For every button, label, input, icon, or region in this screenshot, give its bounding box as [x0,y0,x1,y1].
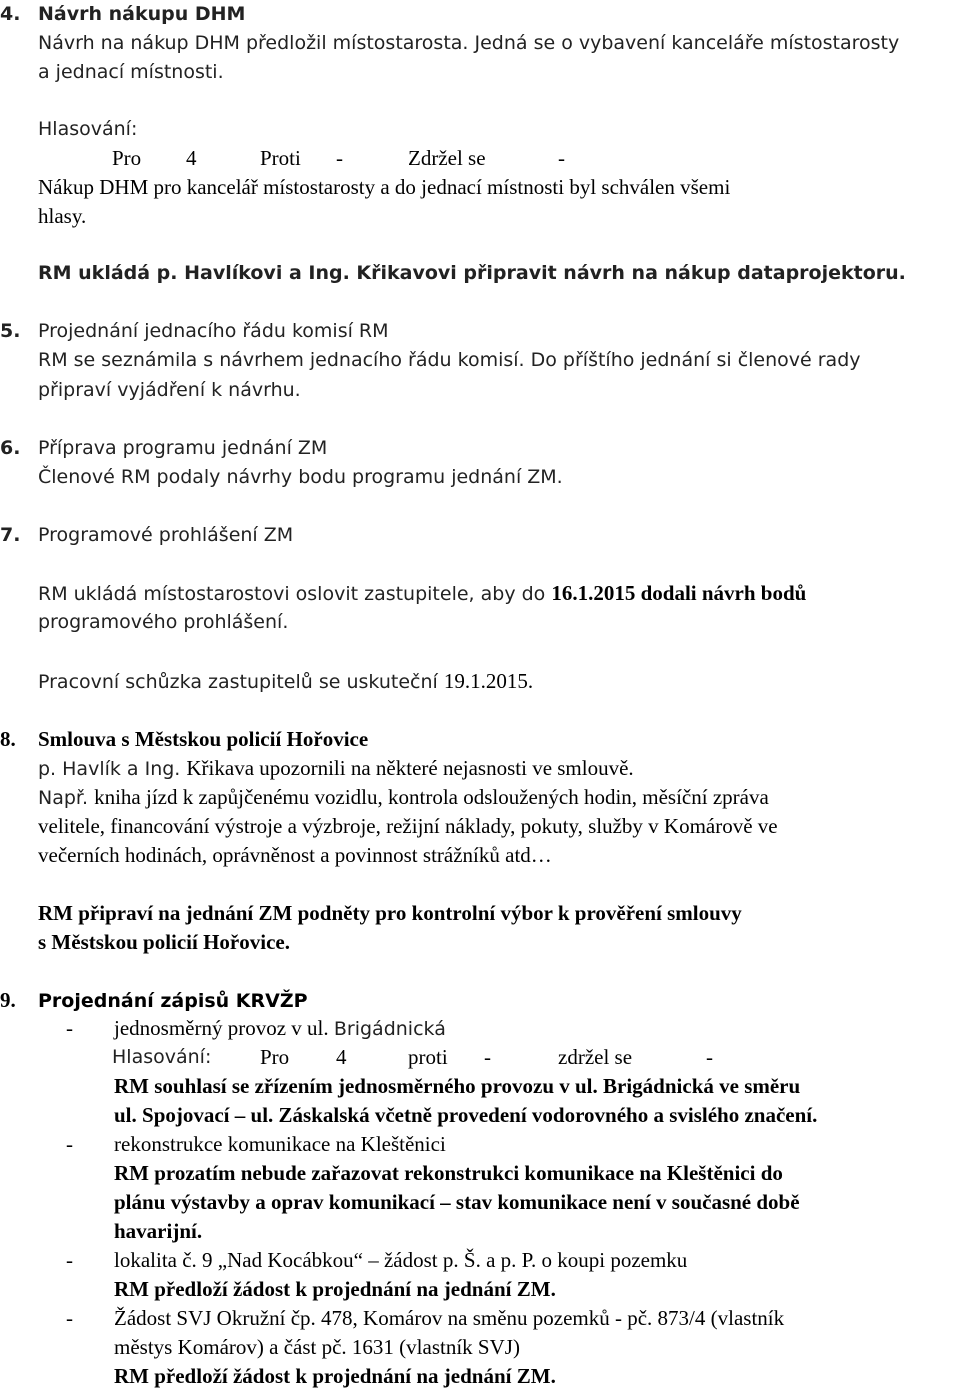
s9-item-2-result-line-3: havarijní. [114,1219,203,1243]
s9-item-1-result-line-2: ul. Spojovací – ul. Záskalská včetně provedení vodorovného a svislého značení. [114,1103,818,1127]
s9-item-1-result-line-1: RM souhlasí se zřízením jednosměrného provozu v ul. Brigádnická ve směru [114,1074,801,1098]
section-title: Příprava programu jednání ZM [38,437,328,459]
vote-pro-label: Pro [260,1045,290,1069]
section-number: 6. [0,437,21,459]
vote-zdrzel-label: zdržel se [558,1045,633,1069]
s9-item-2-result-line-2: plánu výstavby a oprav komunikací – stav komunikace není v současné době [114,1190,800,1214]
item-title-part-a: jednosměrný provoz v ul. [114,1016,334,1040]
s8-text-line-2 [38,784,769,811]
vote-zdrzel-count: - [706,1045,713,1069]
vote-label: Hlasování: [112,1046,212,1068]
section-number: 9. [0,988,16,1012]
s4-vote-label: Hlasování: [38,118,138,140]
s8-text-line-4: večerních hodinách, oprávněnost a povinnost strážníků atd… [38,843,552,867]
s9-item-2-result-line-1: RM prozatím nebude zařazovat rekonstrukci komunikace na Kleštěnici do [114,1161,783,1185]
vote-proti-count: - [484,1045,491,1069]
s9-item-2-title: rekonstrukce komunikace na Kleštěnici [114,1132,446,1156]
section-title: Projednání zápisů KRVŽP [38,990,308,1012]
item-title-part-b: Brigádnická [333,1018,446,1040]
s4-result-line-1: Nákup DHM pro kancelář místostarosty a do jednací místnosti byl schválen všemi [38,175,731,199]
s5-text-part-a: RM se seznámila s návrhem jednacího řádu komisí. [38,349,531,371]
section-number: 4. [0,3,21,25]
s7-note-part-a: Pracovní schůzka zastupitelů se uskuteční [38,671,444,693]
s8-text-line-3: velitele, financování výstroje a výzbroje, režijní náklady, pokuty, služby v Komárově ve [38,814,778,838]
s4-result-line-2: hlasy. [38,204,87,228]
s5-text-line-2: připraví vyjádření k návrhu. [38,379,301,401]
s8-text-part-a: p. Havlík a Ing. [38,758,187,780]
vote-proti-label: proti [408,1045,448,1069]
vote-zdrzel-count: - [558,146,565,170]
section-8-heading [0,726,368,752]
s8-text-line-1 [38,755,634,782]
vote-proti-label: Proti [260,146,301,170]
s5-text-line-1 [38,347,861,373]
s8-text-part-a: Např. [38,787,95,809]
s9-item-1-title [114,1015,446,1042]
s6-text-line-1: Členové RM podaly návrhy bodu programu jednání ZM. [38,466,563,488]
s7-note-part-b: 19.1.2015. [443,669,534,693]
vote-zdrzel-label: Zdržel se [408,146,486,170]
section-6-heading [0,435,327,461]
section-number: 7. [0,524,21,546]
section-title: Smlouva s Městskou policií Hořovice [38,727,369,751]
s4-task-part-b: Křikavovi připravit návrh na nákup dataprojektoru. [356,262,906,284]
s9-item-3-result: RM předloží žádost k projednání na jednání ZM. [114,1277,556,1301]
s7-task-line-1 [38,580,806,607]
s7-task-part-a: RM ukládá místostarostovi oslovit zastupitele, aby do [38,583,552,605]
vote-pro-count: 4 [336,1045,347,1069]
bullet-dash: - [66,1248,73,1272]
s8-task-line-1: RM připraví na jednání ZM podněty pro kontrolní výbor k prověření smlouvy [38,901,742,925]
section-7-heading [0,522,293,548]
s8-text-part-b: Křikava upozornili na některé nejasnosti ve smlouvě. [186,756,634,780]
s4-text-line-2: a jednací místnosti. [38,61,224,83]
s7-task-part-b: 16.1.2015 dodali návrh bodů [551,581,807,605]
s8-task-line-2: s Městskou policií Hořovice. [38,930,290,954]
section-9-heading [0,987,308,1014]
s4-task-part-a: RM ukládá p. Havlíkovi a Ing. [38,262,357,284]
section-4-heading [0,1,245,27]
s9-item-4-result: RM předloží žádost k projednání na jednání ZM. [114,1364,556,1388]
section-number: 5. [0,320,21,342]
bullet-dash: - [66,1016,73,1040]
bullet-dash: - [66,1306,73,1330]
s9-item-4-title-line-2: městys Komárov) a část pč. 1631 (vlastník SVJ) [114,1335,520,1359]
s7-task-line-2: programového prohlášení. [38,611,289,633]
s8-text-part-b: kniha jízd k zapůjčenému vozidlu, kontrola odsloužených hodin, měsíční zpráva [94,785,769,809]
s4-task [38,260,906,286]
s9-item-1-vote-row [0,1044,960,1070]
section-title: Programové prohlášení ZM [38,524,294,546]
vote-proti-count: - [336,146,343,170]
section-title: Projednání jednacího řádu komisí RM [38,320,389,342]
s4-vote-row [0,145,960,171]
s4-text-line-1: Návrh na nákup DHM předložil místostarosta. Jedná se o vybavení kanceláře místostarosty [38,32,900,54]
s9-item-4-title-line-1: Žádost SVJ Okružní čp. 478, Komárov na směnu pozemků - pč. 873/4 (vlastník [114,1306,785,1330]
bullet-dash: - [66,1132,73,1156]
section-title: Návrh nákupu DHM [38,3,246,25]
s7-note [38,668,533,695]
section-5-heading [0,318,389,344]
s5-text-part-b: Do příštího jednání si členové rady [530,349,861,371]
vote-pro-count: 4 [186,146,197,170]
vote-pro-label: Pro [112,146,142,170]
s9-item-3-title: lokalita č. 9 „Nad Kocábkou“ – žádost p. Š. a p. P. o koupi pozemku [114,1248,688,1272]
section-number: 8. [0,727,16,751]
